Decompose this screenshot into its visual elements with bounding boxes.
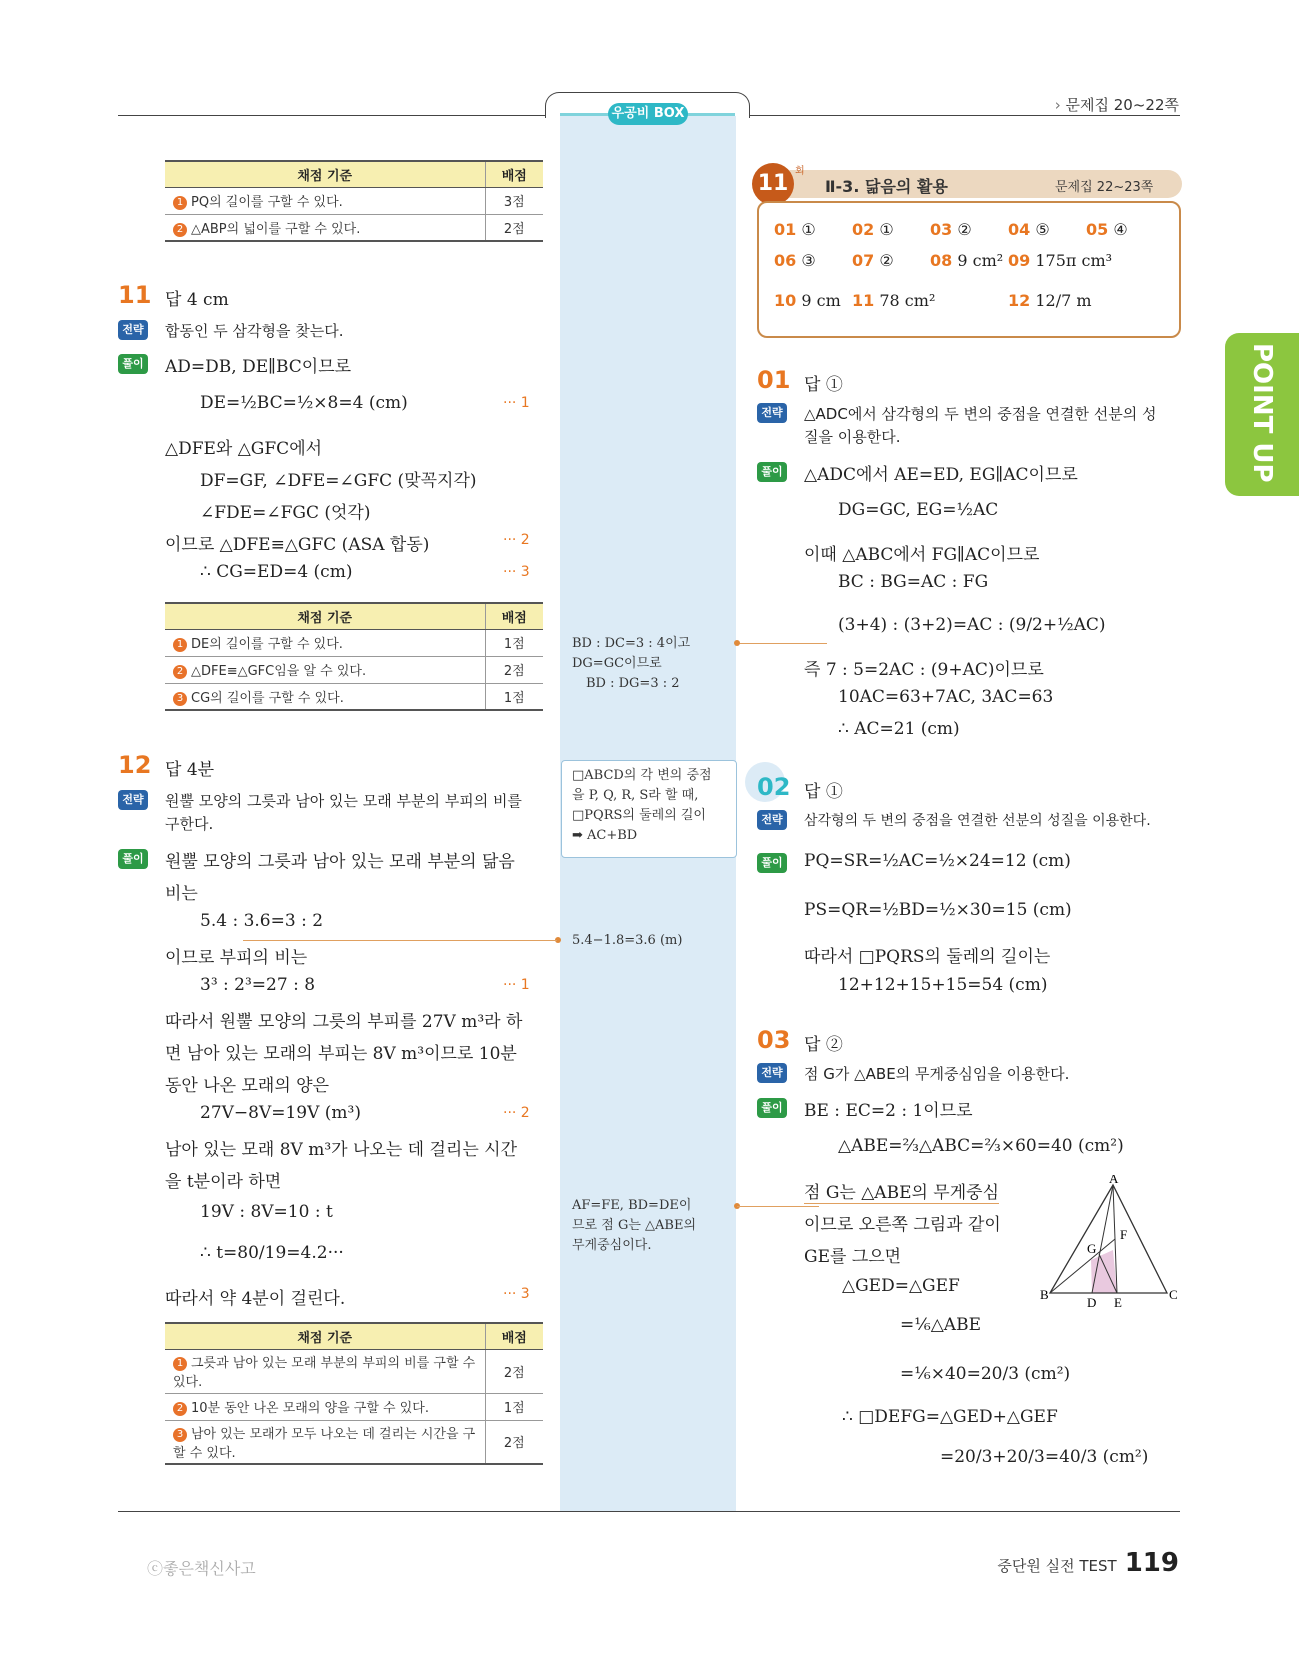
answer-item-number: 11 — [852, 291, 875, 310]
solution-line: 면 남아 있는 모래의 부피는 8V m³이므로 10분 — [165, 1044, 517, 1064]
table-head-criteria: 채점 기준 — [165, 161, 485, 187]
solution-line: 이므로 부피의 비는 — [165, 948, 308, 968]
table-row — [165, 683, 543, 710]
answer-set-sup: 회 — [795, 166, 805, 177]
answer-item-number: 01 — [774, 220, 797, 239]
solution-line: ∠FDE=∠FGC (엇각) — [200, 503, 371, 523]
circled-number: 1 — [173, 638, 187, 652]
answer-item-value: ④ — [1113, 220, 1128, 239]
side-note-line: □PQRS의 둘레의 길이 — [572, 808, 706, 823]
answer-01: 답 ① — [804, 375, 843, 395]
table-head-criteria: 채점 기준 — [165, 1323, 485, 1349]
answer-set-number: 11 — [752, 163, 794, 205]
chevron-right-icon: › — [1054, 96, 1061, 114]
score-value: 2점 — [485, 214, 543, 241]
answer-11: 답 4 cm — [165, 290, 229, 310]
answer-item-number: 06 — [774, 251, 797, 270]
table-row — [165, 1393, 543, 1420]
criteria-text: PQ의 길이를 구할 수 있다. — [191, 195, 343, 210]
answer-item-value: 12/7 m — [1035, 291, 1092, 310]
solution-line: 따라서 원뿔 모양의 그릇의 부피를 27V m³라 하 — [165, 1012, 523, 1032]
solution-line: 3³ : 2³=27 : 8 — [200, 975, 316, 995]
criteria-text: CG의 길이를 구할 수 있다. — [191, 690, 344, 706]
triangle-geg-shade — [1091, 1250, 1117, 1293]
answer-item-value: 175π cm³ — [1035, 251, 1113, 270]
solution-line: 10AC=63+7AC, 3AC=63 — [838, 687, 1054, 707]
answer-item-number: 04 — [1008, 220, 1031, 239]
answer-item-number: 03 — [930, 220, 953, 239]
answer-item-number: 09 — [1008, 251, 1031, 270]
strategy-text: △ADC에서 삼각형의 두 변의 중점을 연결한 선분의 성 — [804, 405, 1157, 423]
side-note-3: 5.4−1.8=3.6 (m) — [572, 933, 683, 948]
circled-number: 1 — [173, 196, 187, 210]
point-up-label: POINT UP — [1247, 343, 1277, 483]
solution-line: =⅙△ABE — [900, 1315, 981, 1335]
footer-rule — [118, 1511, 1180, 1512]
circled-number: 3 — [173, 1428, 187, 1442]
answer-item-number: 02 — [852, 220, 875, 239]
solution-line: 19V : 8V=10 : t — [200, 1202, 333, 1222]
score-value: 1점 — [485, 683, 543, 710]
table-row — [165, 214, 543, 241]
solution-tag: 풀이 — [118, 849, 148, 869]
solution-line: 27V−8V=19V (m³) — [200, 1103, 362, 1123]
strategy-tag: 전략 — [757, 403, 787, 423]
solution-line: 원뿔 모양의 그릇과 남아 있는 모래 부분의 닮음 — [165, 852, 515, 872]
answer-item-number: 12 — [1008, 291, 1031, 310]
answer-item-value: ② — [879, 251, 894, 270]
answer-item-value: ① — [801, 220, 816, 239]
solution-line: DF=GF, ∠DFE=∠GFC (맞꼭지각) — [200, 471, 477, 491]
strategy-tag: 전략 — [757, 810, 787, 830]
answer-item-number: 08 — [930, 251, 953, 270]
table-row — [165, 629, 543, 656]
solution-line: 동안 나온 모래의 양은 — [165, 1076, 330, 1096]
strategy-text: 합동인 두 삼각형을 찾는다. — [165, 322, 344, 340]
label-b: B — [1040, 1287, 1049, 1302]
solution-line: △ABE=⅔△ABC=⅔×60=40 (cm²) — [838, 1136, 1124, 1156]
solution-line: 을 t분이라 하면 — [165, 1172, 282, 1192]
label-g: G — [1087, 1241, 1097, 1256]
answer-header-ref: 문제집 22~23쪽 — [1055, 180, 1154, 195]
score-table-top — [165, 160, 543, 242]
point-up-tab — [1225, 333, 1299, 496]
solution-tag: 풀이 — [757, 1098, 787, 1118]
label-c: C — [1169, 1287, 1178, 1302]
problem-number-11: 11 — [118, 281, 152, 309]
answer-item — [774, 220, 816, 239]
triangle-figure — [1040, 1175, 1190, 1310]
answer-item-value: 78 cm² — [879, 291, 936, 310]
answer-item — [1086, 220, 1128, 239]
answer-02: 답 ① — [804, 782, 843, 802]
answer-item-number: 10 — [774, 291, 797, 310]
connector-line — [243, 940, 557, 941]
header-rule-right — [748, 115, 1180, 116]
step-mark: ··· 2 — [503, 1105, 530, 1121]
answer-item-value: 9 cm² — [957, 251, 1004, 270]
step-mark: ··· 3 — [503, 1286, 530, 1302]
score-table-mid — [165, 602, 543, 711]
solution-line: △ADC에서 AE=ED, EG∥AC이므로 — [804, 465, 1078, 485]
table-head-score: 배점 — [485, 1323, 543, 1349]
label-d: D — [1087, 1295, 1097, 1310]
answer-item — [1008, 251, 1112, 270]
problem-number-01: 01 — [757, 366, 791, 394]
side-note-line: □ABCD의 각 변의 중점 — [572, 768, 712, 783]
solution-line: AD=DB, DE∥BC이므로 — [165, 357, 352, 377]
criteria-text: 그릇과 남아 있는 모래 부분의 부피의 비를 구할 수 있다. — [173, 1356, 476, 1390]
answer-item-value: 9 cm — [801, 291, 841, 310]
box-label: 우공비 BOX — [608, 103, 688, 125]
answer-item — [1008, 220, 1050, 239]
answer-item-number: 05 — [1086, 220, 1109, 239]
solution-line: ∴ t=80/19=4.2··· — [200, 1243, 344, 1263]
table-row — [165, 187, 543, 214]
score-value: 1점 — [485, 1393, 543, 1420]
solution-line: (3+4) : (3+2)=AC : (9/2+½AC) — [838, 615, 1106, 635]
solution-line: GE를 그으면 — [804, 1247, 902, 1267]
side-note-line: BD : DC=3 : 4이고 — [572, 636, 691, 651]
connector-line — [737, 643, 827, 644]
strategy-text: 점 G가 △ABE의 무게중심임을 이용한다. — [804, 1065, 1070, 1083]
answer-item — [774, 291, 841, 310]
answer-item-value: ③ — [801, 251, 816, 270]
strategy-tag: 전략 — [118, 320, 148, 340]
solution-line: BC : BG=AC : FG — [838, 572, 989, 592]
answer-03: 답 ② — [804, 1035, 843, 1055]
answer-item — [852, 251, 894, 270]
table-row — [165, 656, 543, 683]
circled-number: 2 — [173, 223, 187, 237]
solution-line: 비는 — [165, 884, 198, 904]
strategy-text: 질을 이용한다. — [804, 428, 901, 446]
label-f: F — [1120, 1227, 1128, 1242]
table-row — [165, 1420, 543, 1464]
solution-tag: 풀이 — [757, 853, 787, 873]
publisher: ⓒ좋은책신사고 — [147, 1559, 256, 1578]
solution-line: 점 G는 △ABE의 무게중심 — [804, 1178, 999, 1204]
circled-number: 2 — [173, 1402, 187, 1416]
strategy-text: 삼각형의 두 변의 중점을 연결한 선분의 성질을 이용한다. — [804, 813, 1151, 829]
side-note-line: 을 P, Q, R, S라 할 때, — [572, 788, 699, 803]
section-reference-text: 문제집 20~22쪽 — [1065, 96, 1179, 114]
solution-line: 즉 7 : 5=2AC : (9+AC)이므로 — [804, 660, 1044, 680]
label-a: A — [1109, 1175, 1119, 1186]
answer-header-title: Ⅱ-3. 닮음의 활용 — [825, 177, 948, 196]
header-rule-left — [118, 115, 548, 116]
circled-number: 2 — [173, 665, 187, 679]
page-footer — [997, 1548, 1179, 1578]
problem-number-12: 12 — [118, 751, 152, 779]
solution-line: 따라서 약 4분이 걸린다. — [165, 1289, 346, 1309]
section-reference — [1055, 94, 1179, 115]
criteria-text: 남아 있는 모래가 모두 나오는 데 걸리는 시간을 구할 수 있다. — [173, 1426, 476, 1461]
circled-number: 3 — [173, 692, 187, 706]
score-table-bottom — [165, 1322, 543, 1465]
problem-number-03: 03 — [757, 1026, 791, 1054]
solution-tag: 풀이 — [118, 354, 148, 374]
answer-12: 답 4분 — [165, 760, 215, 780]
connector-line — [737, 1206, 819, 1207]
criteria-text: 10분 동안 나온 모래의 양을 구할 수 있다. — [191, 1401, 429, 1416]
side-note-4 — [572, 1196, 696, 1256]
solution-line: 이때 △ABC에서 FG∥AC이므로 — [804, 545, 1040, 565]
page-number: 119 — [1124, 1548, 1179, 1578]
solution-line: △GED=△GEF — [842, 1276, 960, 1296]
solution-line: 따라서 □PQRS의 둘레의 길이는 — [804, 947, 1051, 967]
solution-line: ∴ □DEFG=△GED+△GEF — [842, 1407, 1058, 1427]
problem-number-02: 02 — [757, 773, 791, 801]
side-note-line: BD : DG=3 : 2 — [586, 676, 680, 691]
criteria-text: △DFE≡△GFC임을 알 수 있다. — [191, 664, 367, 679]
step-mark: ··· 1 — [503, 977, 530, 993]
answer-item-value: ② — [957, 220, 972, 239]
table-row — [165, 1349, 543, 1393]
solution-line: ∴ AC=21 (cm) — [838, 719, 960, 739]
answer-item — [852, 291, 935, 310]
answer-item-value: ① — [879, 220, 894, 239]
solution-line: =20/3+20/3=40/3 (cm²) — [940, 1447, 1149, 1467]
criteria-text: △ABP의 넓이를 구할 수 있다. — [191, 221, 361, 237]
strategy-text: 구한다. — [165, 815, 214, 833]
side-note-1 — [572, 634, 690, 694]
circled-number: 1 — [173, 1357, 187, 1371]
solution-line: =⅙×40=20/3 (cm²) — [900, 1364, 1071, 1384]
table-head-score: 배점 — [485, 161, 543, 187]
score-value: 1점 — [485, 629, 543, 656]
answer-item — [930, 220, 972, 239]
side-note-line: DG=GC이므로 — [572, 656, 662, 671]
solution-line: △DFE와 △GFC에서 — [165, 439, 323, 459]
score-value: 2점 — [485, 1420, 543, 1464]
solution-line: 12+12+15+15=54 (cm) — [838, 975, 1048, 995]
solution-line: 남아 있는 모래 8V m³가 나오는 데 걸리는 시간 — [165, 1140, 518, 1160]
solution-line: PS=QR=½BD=½×30=15 (cm) — [804, 900, 1072, 920]
footer-title: 중단원 실전 TEST — [997, 1557, 1117, 1575]
side-note-line: 므로 점 G는 △ABE의 — [572, 1218, 697, 1233]
label-e: E — [1114, 1295, 1122, 1310]
strategy-tag: 전략 — [118, 790, 148, 810]
answer-item — [930, 251, 1003, 270]
solution-line: DE=½BC=½×8=4 (cm) — [200, 393, 408, 413]
answer-item-number: 07 — [852, 251, 875, 270]
solution-line: 이므로 △DFE≡△GFC (ASA 합동) — [165, 535, 430, 555]
step-mark: ··· 3 — [503, 564, 530, 580]
answer-item — [774, 251, 816, 270]
table-head-score: 배점 — [485, 603, 543, 629]
step-mark: ··· 1 — [503, 395, 530, 411]
step-mark: ··· 2 — [503, 532, 530, 548]
solution-line: BE : EC=2 : 1이므로 — [804, 1101, 973, 1121]
side-note-2 — [572, 766, 712, 846]
answer-item-value: ⑤ — [1035, 220, 1050, 239]
criteria-text: DE의 길이를 구할 수 있다. — [191, 637, 343, 652]
solution-line: 이므로 오른쪽 그림과 같이 — [804, 1215, 1001, 1235]
table-head-criteria: 채점 기준 — [165, 603, 485, 629]
score-value: 2점 — [485, 656, 543, 683]
answer-item — [1008, 291, 1092, 310]
solution-line: DG=GC, EG=½AC — [838, 500, 999, 520]
solution-line: ∴ CG=ED=4 (cm) — [200, 562, 353, 582]
side-note-line: 무게중심이다. — [572, 1238, 652, 1253]
side-note-line: AF=FE, BD=DE이 — [572, 1198, 692, 1213]
strategy-text: 원뿔 모양의 그릇과 남아 있는 모래 부분의 부피의 비를 — [165, 792, 522, 810]
score-value: 3점 — [485, 187, 543, 214]
strategy-tag: 전략 — [757, 1063, 787, 1083]
score-value: 2점 — [485, 1349, 543, 1393]
connector-dot — [734, 640, 740, 646]
answer-item — [852, 220, 894, 239]
solution-line: 5.4 : 3.6=3 : 2 — [200, 911, 324, 931]
solution-line: PQ=SR=½AC=½×24=12 (cm) — [804, 851, 1071, 871]
solution-tag: 풀이 — [757, 462, 787, 482]
side-note-line: ➡ AC+BD — [572, 828, 638, 843]
